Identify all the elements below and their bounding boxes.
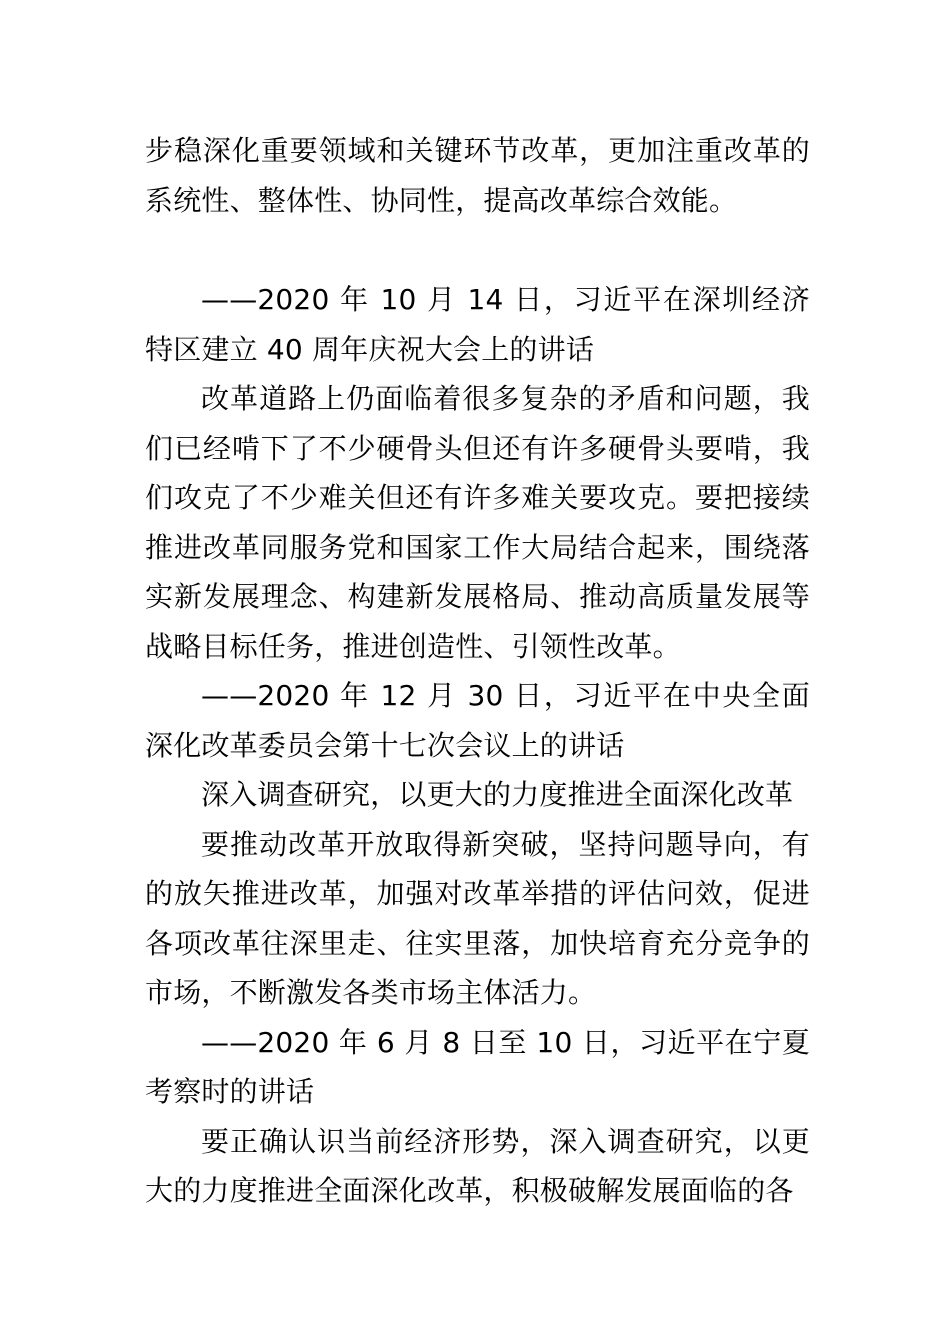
citation-reform-committee-speech: ——2020 年 12 月 30 日，习近平在中央全面深化改革委员会第十七次会议上的讲话 [145, 679, 810, 762]
citation-ningxia-speech: ——2020 年 6 月 8 日至 10 日，习近平在宁夏考察时的讲话 [145, 1025, 810, 1108]
paragraph-gap [145, 225, 810, 275]
section-heading: 深入调查研究，以更大的力度推进全面深化改革 [201, 778, 794, 811]
paragraph-economic-situation: 要正确认识当前经济形势，深入调查研究，以更大的力度推进全面深化改革，积极破解发展面临的各 [145, 1124, 810, 1207]
paragraph-reform-difficulties: 改革道路上仍面临着很多复杂的矛盾和问题，我们已经啃下了不少硬骨头但还有许多硬骨头要啃，我们攻克了不少难关但还有许多难关要攻克。要把接续推进改革同服务党和国家工作大局结合起来，围绕落实新发展理念、构建新发展格局、推动高质量发展等战略目标任务，推进创造性、引领性改革。 [145, 382, 810, 663]
paragraph-reform-breakthrough: 要推动改革开放取得新突破，坚持问题导向，有的放矢推进改革，加强对改革举措的评估问效，促进各项改革往深里走、往实里落，加快培育充分竞争的市场，不断激发各类市场主体活力。 [145, 827, 810, 1009]
citation-shenzhen-speech: ——2020 年 10 月 14 日，习近平在深圳经济特区建立 40 周年庆祝大会上的讲话 [145, 283, 810, 366]
paragraph-continuation: 步稳深化重要领域和关键环节改革，更加注重改革的系统性、整体性、协同性，提高改革综合效能。 [145, 134, 810, 217]
